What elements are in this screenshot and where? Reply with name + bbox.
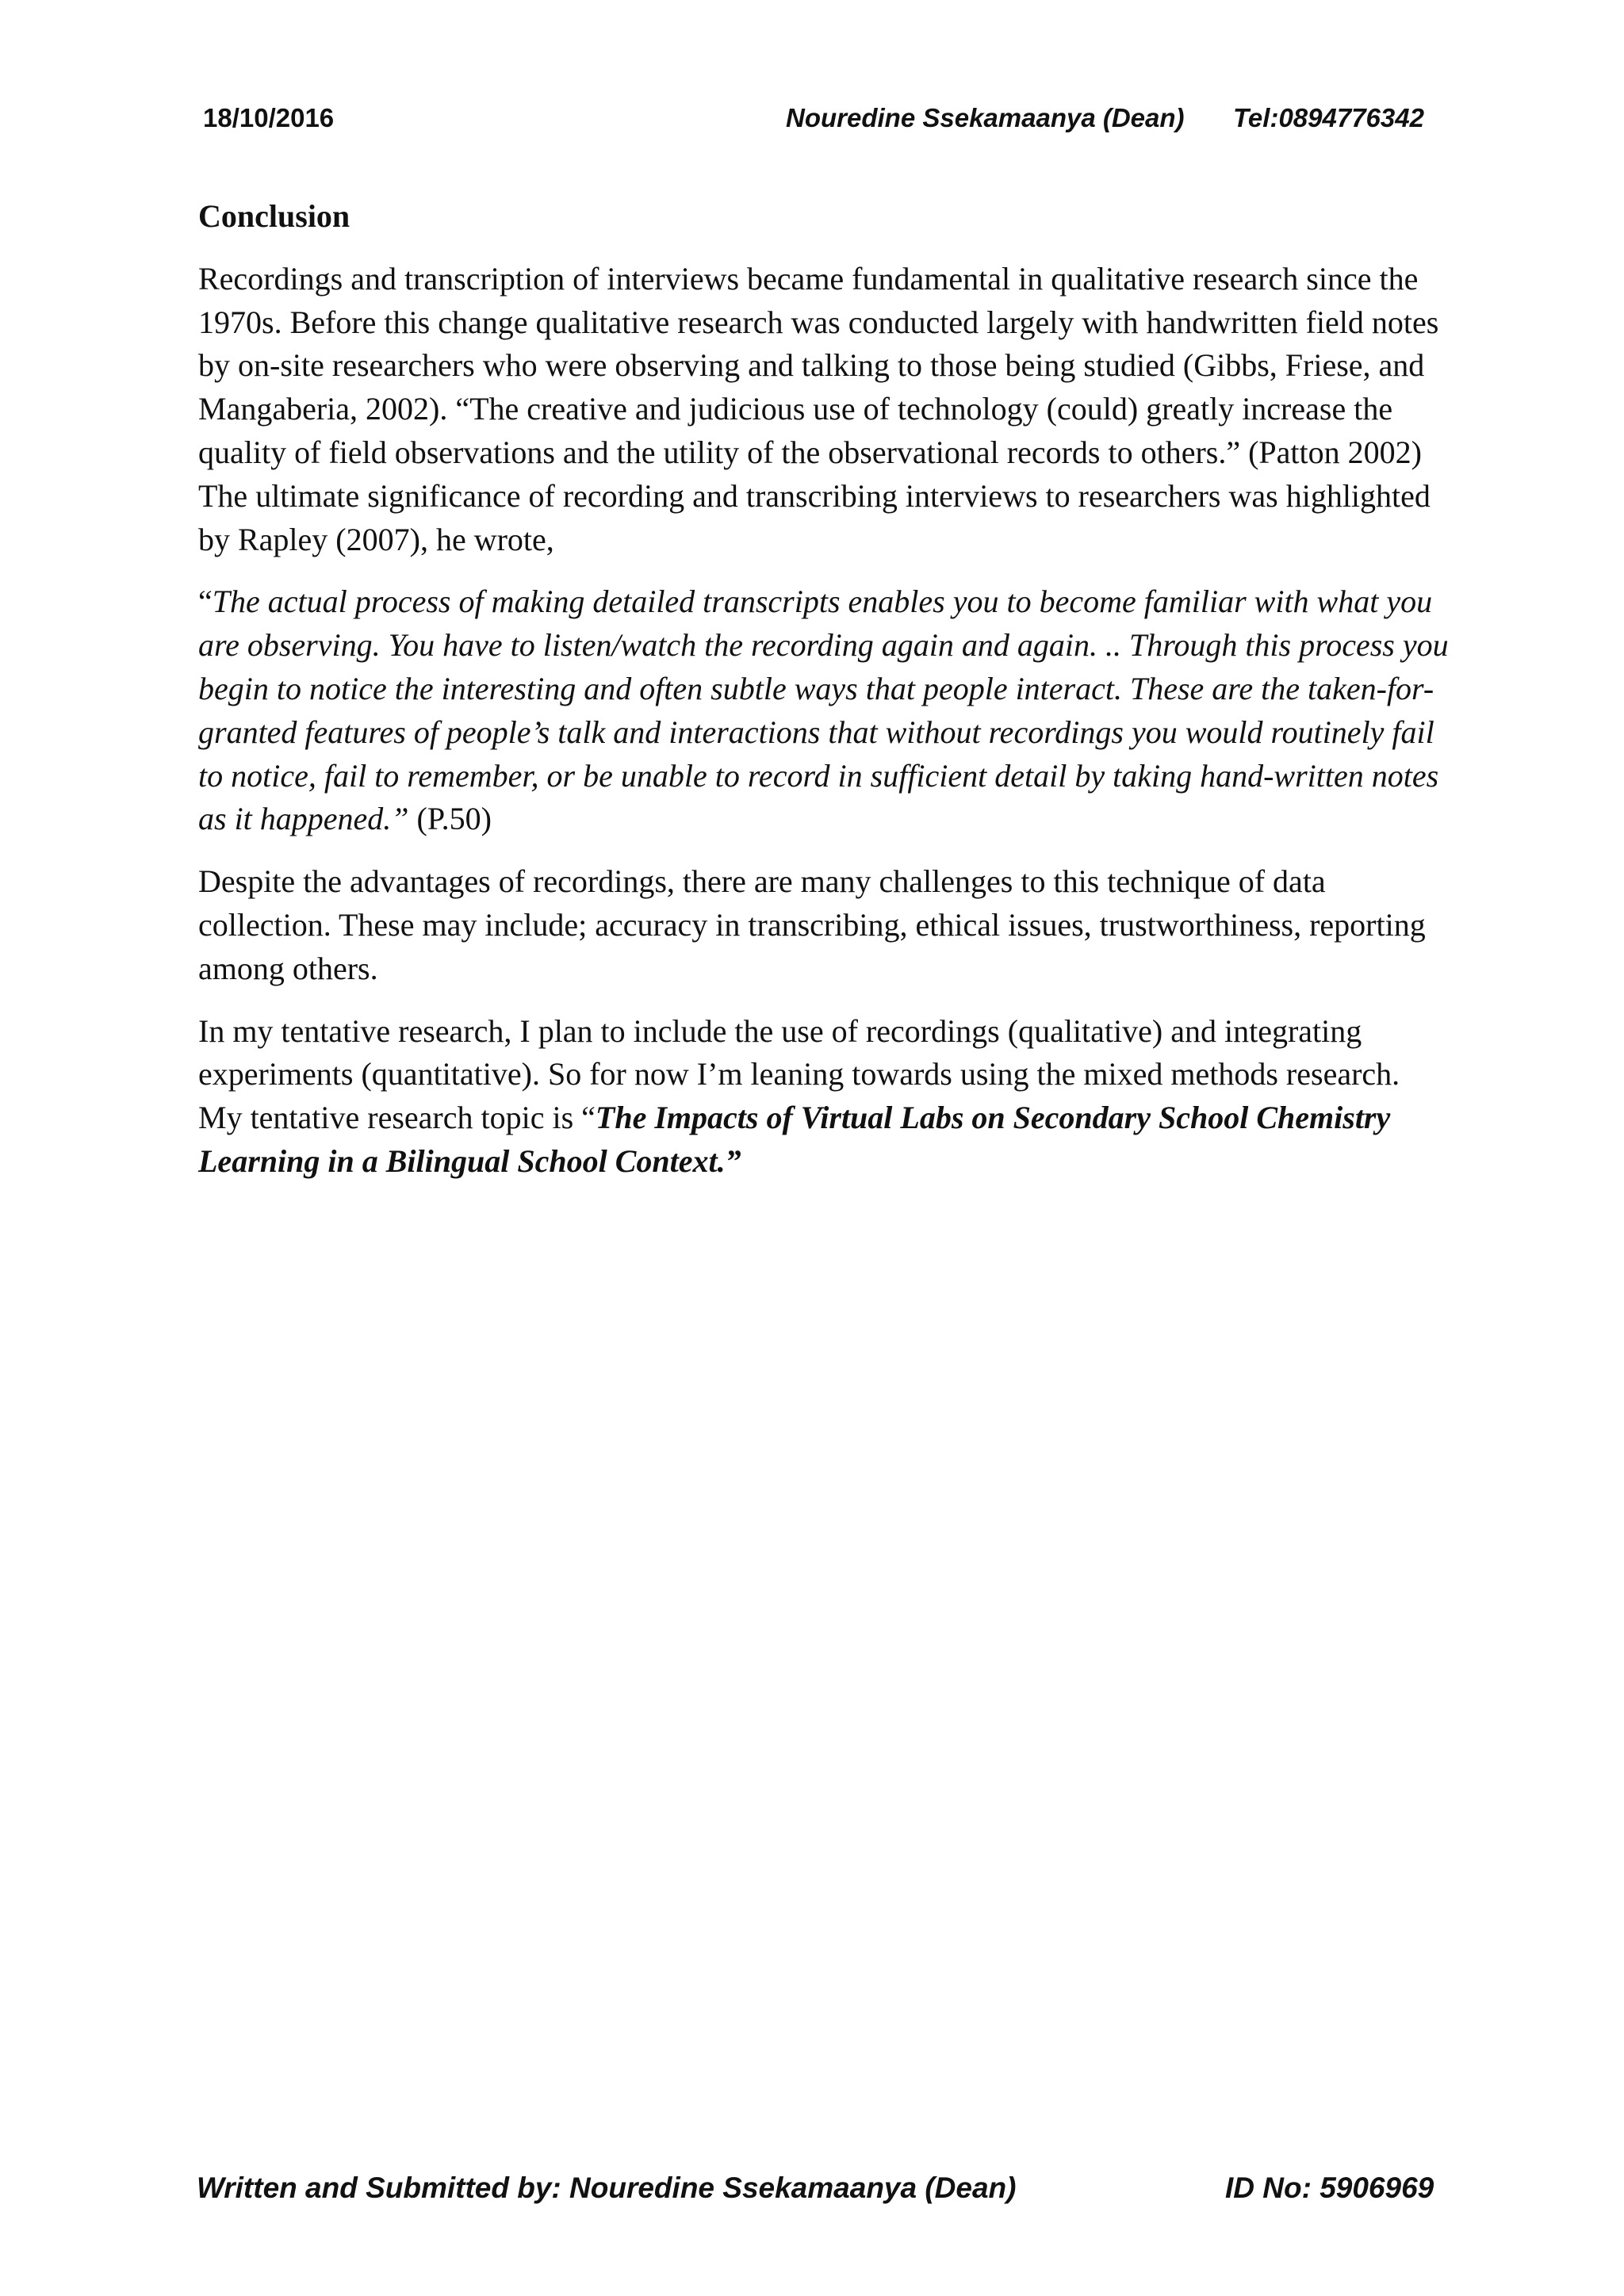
paragraph-challenges: Despite the advantages of recordings, there are many challenges to this technique of data collection. These may include; accuracy in transcribing, ethical issues, trustworthiness, reporting among others. [198,863,1426,986]
research-plan-text: In my tentative research, I plan to include the use of recordings (qualitative) and integrating experiments (quantitative). So for now I’m leaning towards using the mixed methods research. My tentative research topic is “ [198,1012,1400,1136]
header-telephone: Tel:0894776342 [1233,103,1424,132]
paragraph-tentative-research [198,1010,1451,1184]
page-header [203,98,1440,138]
header-author: Nouredine Ssekamaanya (Dean) [786,103,1185,132]
header-date: 18/10/2016 [203,103,335,132]
section-heading: Conclusion [198,198,350,234]
paragraph-recordings-history: Recordings and transcription of interviews became fundamental in qualitative research since the 1970s. Before this change qualitative research was conducted largely with handwritten field notes by on-site researchers who were observing and talking to those being studied (Gibbs, Friese, and Mangaberia, 2002). “The creative and judicious use of technology (could) greatly increase the quality of field observations and the utility of the observational records to others.” (Patton 2002) The ultimate significance of recording and transcribing interviews to researchers was highlighted by Rapley (2007), he wrote, [198,260,1439,557]
footer-submitted-by: Written and Submitted by: Nouredine Ssekamaanya (Dean) [197,2172,1017,2204]
quote-citation: (P.50) [408,801,492,837]
rapley-quote [198,580,1451,841]
research-topic-title: The Impacts of Virtual Labs on Secondary School Chemistry Learning in a Bilingual School Context.” [198,1100,1391,1179]
document-body [198,195,1451,1203]
footer-id-number: ID No: 5906969 [1225,2172,1434,2204]
quote-text: The actual process of making detailed transcripts enables you to become familiar with what you are observing. You have to listen/watch the recording again and again. .. Through this process you begin to notice the interesting and often subtle ways that people interact. These are the taken-for-granted features of people’s talk and interactions that without recordings you would routinely fail to notice, fail to remember, or be unable to record in sufficient detail by taking hand-written notes as it happened.” [198,584,1449,837]
quote-open-mark: “ [198,584,213,620]
page-footer [197,2166,1442,2210]
